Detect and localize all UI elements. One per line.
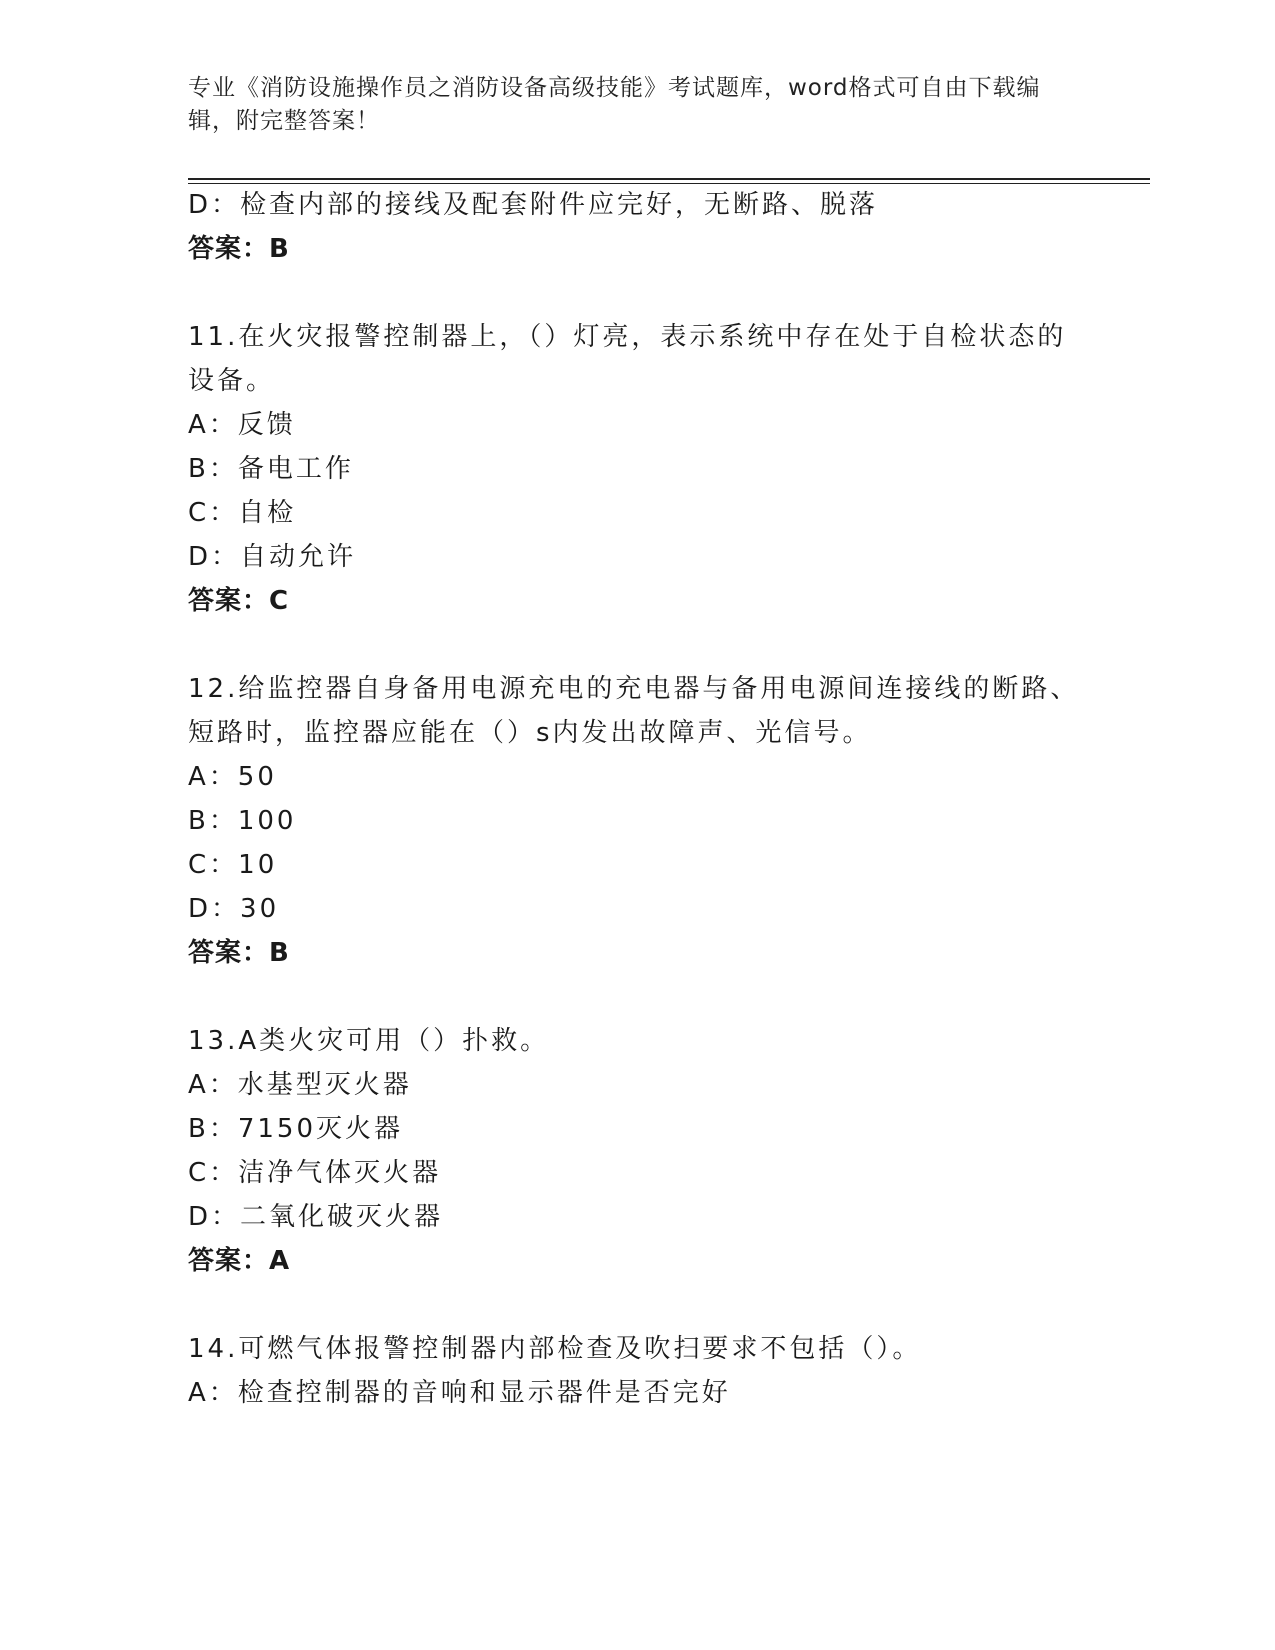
- q13-option-c: C：洁净气体灭火器: [188, 1158, 442, 1188]
- q13-option-d: D：二氧化破灭火器: [188, 1202, 444, 1232]
- q11-option-c: C：自检: [188, 498, 297, 528]
- q11-answer: 答案：C: [188, 586, 290, 616]
- page-header: [188, 72, 1088, 138]
- q12-answer: 答案：B: [188, 938, 290, 968]
- header-divider: [188, 178, 1150, 184]
- q13-answer: 答案：A: [188, 1246, 291, 1276]
- q12-option-d: D：30: [188, 894, 280, 924]
- q12-stem-line-2: 短路时，监控器应能在（）s内发出故障声、光信号。: [188, 718, 872, 748]
- q11-option-a: A：反馈: [188, 410, 296, 440]
- q13-stem: 13.A类火灾可用（）扑救。: [188, 1026, 550, 1056]
- header-line-1: 专业《消防设施操作员之消防设备高级技能》考试题库，word格式可自由下载编: [188, 75, 1041, 101]
- q12-option-c: C：10: [188, 850, 278, 880]
- q12-option-a: A：50: [188, 762, 277, 792]
- prev-option-d: D：检查内部的接线及配套附件应完好，无断路、脱落: [188, 190, 879, 220]
- q13-option-b: B：7150灭火器: [188, 1114, 404, 1144]
- q13-option-a: A：水基型灭火器: [188, 1070, 412, 1100]
- q11-stem-line-1: 11.在火灾报警控制器上，（）灯亮，表示系统中存在处于自检状态的: [188, 322, 1067, 352]
- q12-stem-line-1: 12.给监控器自身备用电源充电的充电器与备用电源间连接线的断路、: [188, 674, 1080, 704]
- q11-stem-line-2: 设备。: [188, 366, 276, 396]
- q11-option-b: B：备电工作: [188, 454, 354, 484]
- header-line-2: 辑，附完整答案！: [188, 108, 380, 134]
- q14-option-a: A：检查控制器的音响和显示器件是否完好: [188, 1378, 731, 1408]
- q14-stem: 14.可燃气体报警控制器内部检查及吹扫要求不包括（）。: [188, 1334, 922, 1364]
- q11-option-d: D：自动允许: [188, 542, 357, 572]
- q12-option-b: B：100: [188, 806, 297, 836]
- prev-answer: 答案：B: [188, 234, 290, 264]
